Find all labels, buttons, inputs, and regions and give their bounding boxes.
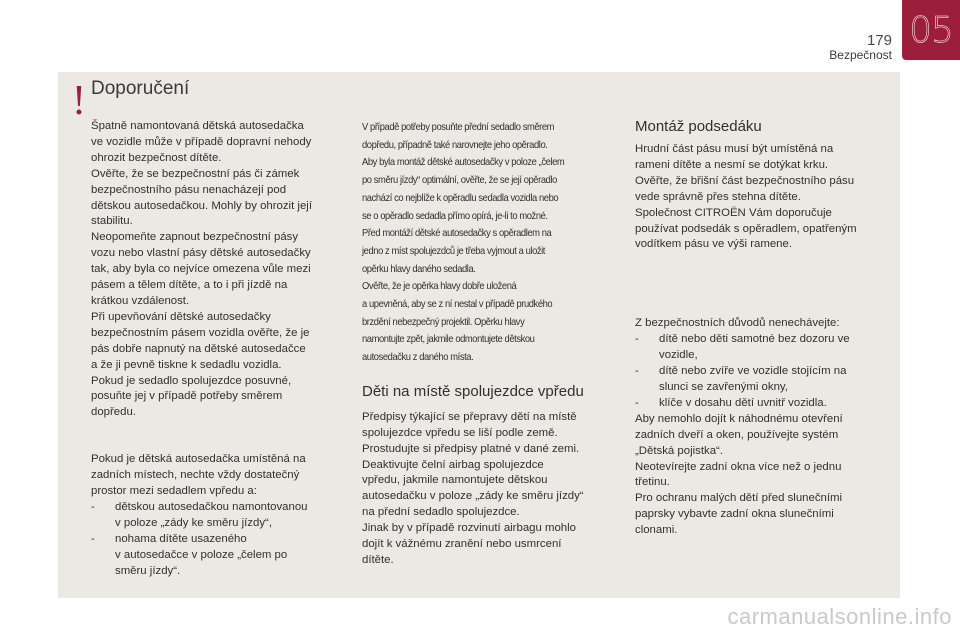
panel-title: Doporučení xyxy=(91,78,190,99)
list-dash: - xyxy=(635,396,639,409)
col2-heading: Děti na místě spolujezdce vpředu xyxy=(362,382,584,400)
col1-paragraph-2 xyxy=(91,452,343,500)
list-item xyxy=(91,500,343,532)
text-line: Jinak by v případě rozvinutí airbagu mohlo xyxy=(362,522,577,535)
text-line: Prostudujte si předpisy platné v dané zemi. xyxy=(362,442,580,455)
text-line: Deaktivujte čelní airbag spolujezdce xyxy=(362,458,544,471)
list-item xyxy=(635,332,887,364)
list-dash: - xyxy=(91,500,95,513)
text-line: vodítkem pásu ve výši ramene. xyxy=(635,238,793,251)
text-line: dopředu. xyxy=(91,406,136,419)
text-line: bezpečnostního pásu nenacházejí pod xyxy=(91,183,287,196)
list-item-text xyxy=(659,332,887,364)
col3-paragraph-2-intro: Z bezpečnostních důvodů nenechávejte: xyxy=(635,317,840,330)
chapter-tab xyxy=(902,0,960,60)
text-line: vozidle, xyxy=(659,349,698,362)
text-line: Před montáží dětské autosedačky s opěradlem na xyxy=(362,228,552,240)
column-3 xyxy=(635,118,887,539)
page-number: 179 xyxy=(866,32,892,49)
text-line: opěrku hlavy daného sedadla. xyxy=(362,263,476,275)
text-line: clonami. xyxy=(635,524,678,537)
text-line: v autosedačce v poloze „čelem po xyxy=(115,548,288,561)
text-line: třetinu. xyxy=(635,476,670,489)
text-line: paprsky vybavte zadní okna slunečními xyxy=(635,508,834,521)
text-line: posuňte jej v případě potřeby směrem xyxy=(91,390,283,403)
text-line: Aby byla montáž dětské autosedačky v poloze „čelem xyxy=(362,157,565,169)
col3-paragraph-3 xyxy=(635,412,887,539)
text-line: vede správně přes stehna dítěte. xyxy=(635,190,801,203)
col2-condensed-paragraph xyxy=(362,119,610,367)
text-line: Hrudní část pásu musí být umístěná na xyxy=(635,143,834,155)
section-title: Bezpečnost xyxy=(829,48,892,62)
text-line: Společnost CITROËN Vám doporučuje xyxy=(635,206,832,219)
text-line: V případě potřeby posuňte přední sedadlo směrem xyxy=(362,122,555,133)
list-dash: - xyxy=(635,365,639,378)
text-line: Ověřte, že břišní část bezpečnostního pásu xyxy=(635,174,855,187)
text-line: Pokud je sedadlo spolujezdce posuvné, xyxy=(91,374,292,387)
col1-paragraph-1 xyxy=(91,119,343,421)
text-line: vozu nebo vlastní pásy dětské autosedačky xyxy=(91,247,311,260)
text-line: Při upevňování dětské autosedačky xyxy=(91,310,271,323)
text-line: krátkou vzdálenost. xyxy=(91,294,190,307)
text-line: dopředu, případně také narovnejte jeho opěradlo. xyxy=(362,139,548,151)
text-line: spolujezdce vpředu se liší podle země. xyxy=(362,426,558,439)
column-2 xyxy=(362,119,612,569)
text-line: na přední sedadlo spolujezdce. xyxy=(362,506,520,519)
text-line: brzdění nebezpečný projektil. Opěrku hlavy xyxy=(362,316,525,328)
text-line: autosedačku z daného místa. xyxy=(362,352,474,364)
text-line: nachází co nejblíže k opěradlu sedadla vozidla nebo xyxy=(362,192,559,204)
list-item-text xyxy=(659,396,887,412)
text-line: prostor mezi sedadlem vpředu a: xyxy=(91,485,257,498)
text-line: v poloze „zády ke směru jízdy“, xyxy=(115,516,272,529)
watermark: carmanualsonline.info xyxy=(727,604,952,629)
col3-heading: Montáž podsedáku xyxy=(635,118,762,135)
text-line: a že ji pevně tiskne k sedadlu vozidla. xyxy=(91,358,282,371)
list-item xyxy=(635,396,887,412)
text-line: Aby nemohlo dojít k náhodnému otevření xyxy=(635,412,843,425)
list-item xyxy=(91,532,343,580)
text-line: dítěte. xyxy=(362,554,394,566)
text-line: po směru jízdy“ optimální, ověřte, že se její opěradlo xyxy=(362,175,557,187)
chapter-number: 05 xyxy=(909,9,953,51)
list-item-text xyxy=(659,364,887,396)
text-line: stabilitu. xyxy=(91,215,133,228)
text-line: autosedačku v poloze „zády ke směru jízdy“ xyxy=(362,490,584,503)
text-line: se o opěradlo sedadla přímo opírá, je-li to možné. xyxy=(362,210,548,222)
list-dash: - xyxy=(91,532,95,545)
text-line: Špatně namontovaná dětská autosedačka xyxy=(91,120,304,132)
text-line: slunci se zavřenými okny, xyxy=(659,380,788,393)
text-line: ve vozidle může v případě dopravní nehody xyxy=(91,135,312,148)
text-line: pás dobře napnutý na dětské autosedačce xyxy=(91,342,306,355)
text-line: bezpečnostním pásem vozidla ověřte, že je xyxy=(91,326,310,339)
text-line: Neotevírejte zadní okna více než o jednu xyxy=(635,460,842,473)
text-line: jedno z míst spolujezdců je třeba vyjmout a uložit xyxy=(362,245,545,257)
text-line: ohrozit bezpečnost dítěte. xyxy=(91,151,222,164)
list-item xyxy=(635,364,887,396)
text-line: dítě nebo zvíře ve vozidle stojícím na xyxy=(659,365,847,378)
text-line: zadních dveří a oken, používejte systém xyxy=(635,428,839,441)
col3-paragraph-1 xyxy=(635,142,887,253)
text-line: a upevněná, aby se z ní nestal v případě prudkého xyxy=(362,299,553,311)
text-line: dítě nebo děti samotné bez dozoru ve xyxy=(659,333,850,346)
col3-list xyxy=(635,332,887,412)
text-line: dojít k vážnému zranění nebo usmrcení xyxy=(362,538,562,551)
text-line: zadních místech, nechte vždy dostatečný xyxy=(91,469,300,482)
col2-paragraph xyxy=(362,410,612,569)
text-line: Pro ochranu malých dětí před slunečními xyxy=(635,492,843,505)
text-line: vpředu, jakmile namontujete dětskou xyxy=(362,474,548,487)
col1-list xyxy=(91,500,343,580)
text-line: nohama dítěte usazeného xyxy=(115,532,247,545)
text-line: Ověřte, že je opěrka hlavy dobře uložená xyxy=(362,281,517,293)
list-dash: - xyxy=(635,333,639,346)
text-line: Předpisy týkající se přepravy dětí na místě xyxy=(362,410,577,423)
column-1 xyxy=(91,119,343,579)
text-line: namontujte zpět, jakmile odmontujete dětskou xyxy=(362,334,535,346)
warning-icon: ! xyxy=(72,78,86,124)
text-line: Neopomeňte zapnout bezpečnostní pásy xyxy=(91,231,299,244)
list-item-text xyxy=(115,532,343,580)
list-item-text xyxy=(115,500,343,532)
text-line: používat podsedák s opěradlem, opatřeným xyxy=(635,222,857,235)
text-line: klíče v dosahu dětí uvnitř vozidla. xyxy=(659,396,827,409)
text-line: rameni dítěte a nesmí se dotýkat krku. xyxy=(635,158,829,171)
text-line: tak, aby byla co nejvíce omezena vůle mezi xyxy=(91,263,311,276)
text-line: dětskou autosedačkou. Mohly by ohrozit její xyxy=(91,199,312,212)
text-line: pásem a tělem dítěte, a to i při jízdě na xyxy=(91,279,288,292)
text-line: směru jízdy“. xyxy=(115,564,181,577)
text-line: Ověřte, že se bezpečnostní pás či zámek xyxy=(91,167,300,180)
text-line: dětskou autosedačkou namontovanou xyxy=(115,500,308,513)
text-line: Pokud je dětská autosedačka umístěná na xyxy=(91,453,306,466)
text-line: „Dětská pojistka“. xyxy=(635,444,723,457)
